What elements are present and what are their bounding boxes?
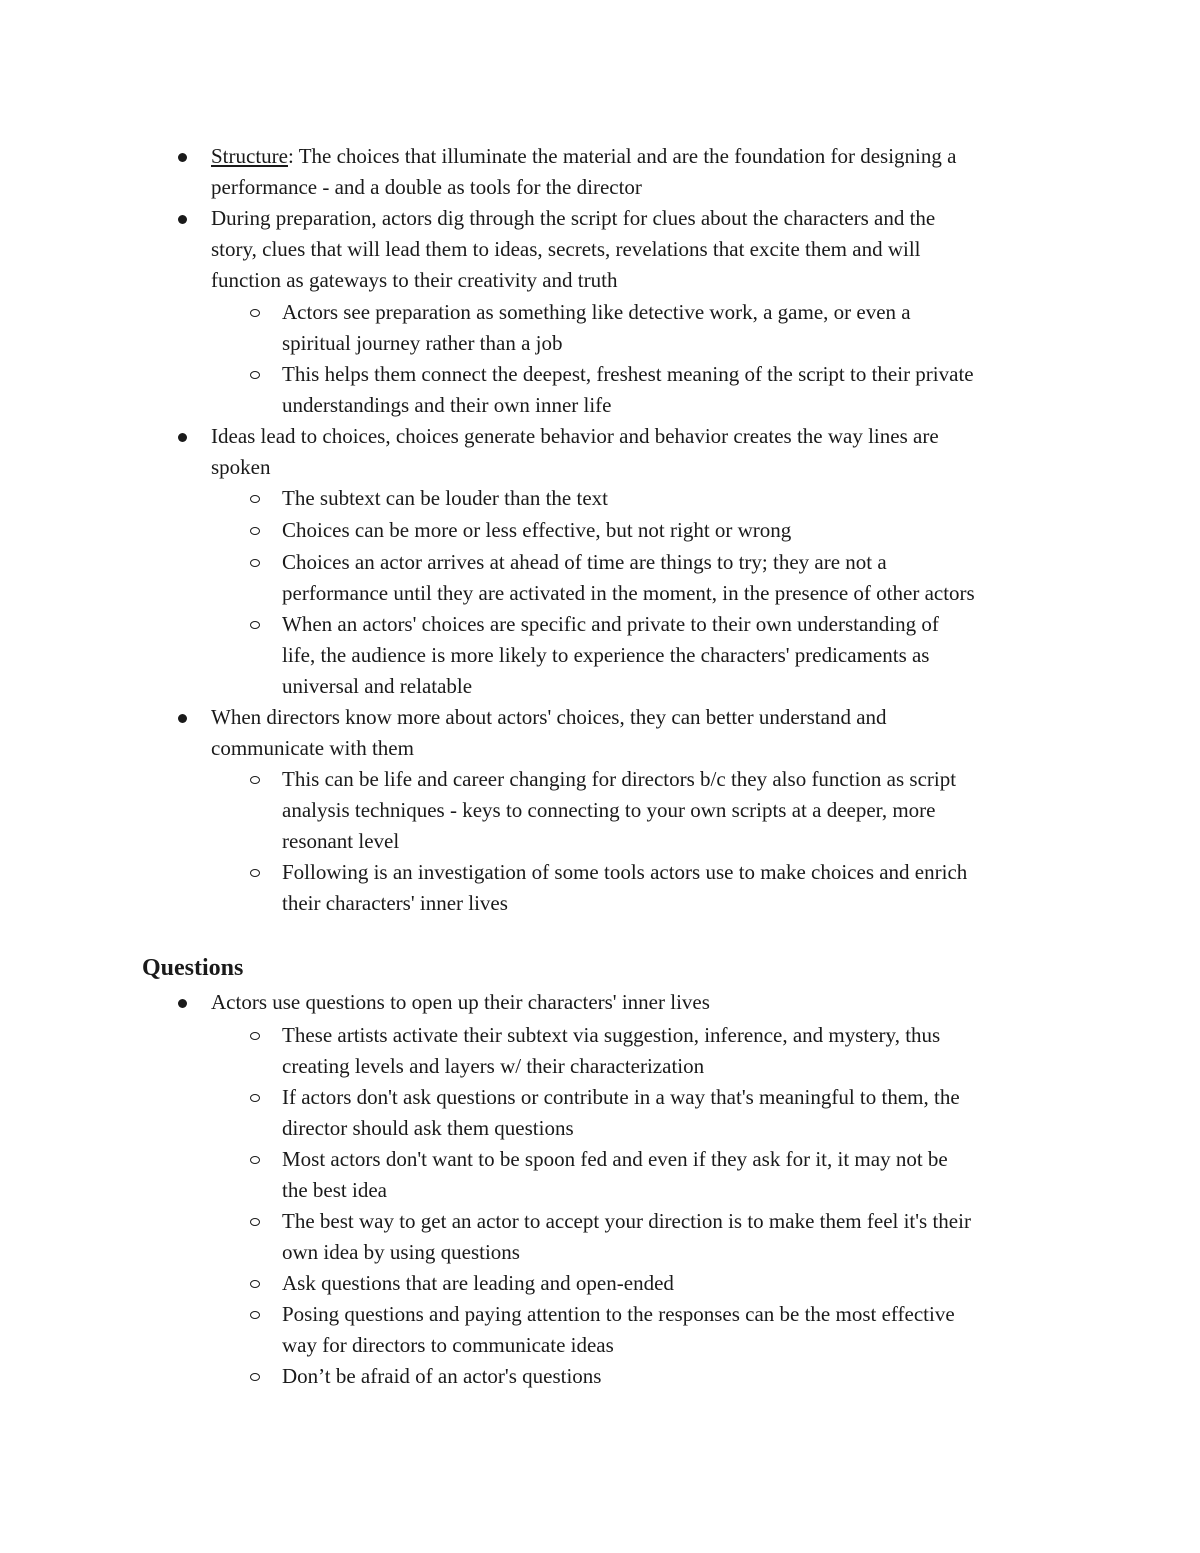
sub-item-line: way for directors to communicate ideas — [282, 1333, 614, 1357]
list-item-line: story, clues that will lead them to ideas, secrets, revelations that excite them and will — [211, 237, 921, 261]
sub-item-line: analysis techniques - keys to connecting to your own scripts at a deeper, more — [282, 798, 936, 822]
sub-item-line: Most actors don't want to be spoon fed and even if they ask for it, it may not be — [282, 1147, 948, 1171]
sub-item-line: director should ask them questions — [282, 1116, 574, 1140]
bullet-circle — [250, 527, 260, 535]
bullet-circle — [250, 1311, 260, 1319]
sub-item-line: spiritual journey rather than a job — [282, 331, 563, 355]
list-item-line: performance - and a double as tools for the director — [211, 175, 642, 199]
bullet-circle — [250, 1218, 260, 1226]
sub-item-line: life, the audience is more likely to experience the characters' predicaments as — [282, 643, 930, 667]
sub-item-line: the best idea — [282, 1178, 387, 1202]
sub-item-line: The subtext can be louder than the text — [282, 486, 608, 510]
text-run: : The choices that illuminate the material and are the foundation for designing a — [287, 144, 957, 168]
bullet-circle — [250, 371, 260, 379]
bullet-circle — [250, 1373, 260, 1381]
bullet-circle — [250, 869, 260, 877]
bullet-circle — [250, 1094, 260, 1102]
bullet-dot — [178, 153, 187, 162]
bullet-circle — [250, 1032, 260, 1040]
bullet-dot — [178, 714, 187, 723]
list-item-line: When directors know more about actors' choices, they can better understand and — [211, 705, 887, 729]
sub-item-line: Choices an actor arrives at ahead of time are things to try; they are not a — [282, 550, 887, 574]
sub-item-line: Choices can be more or less effective, but not right or wrong — [282, 518, 792, 542]
sub-item-line: performance until they are activated in the moment, in the presence of other actors — [282, 581, 975, 605]
list-item-line: During preparation, actors dig through the script for clues about the characters and the — [211, 206, 936, 230]
section-heading: Questions — [142, 955, 244, 981]
list-item-line: function as gateways to their creativity and truth — [211, 268, 618, 292]
sub-item-line: universal and relatable — [282, 674, 473, 698]
sub-item-line: Actors see preparation as something like detective work, a game, or even a — [282, 300, 911, 324]
structure-term: Structure — [211, 144, 288, 168]
list-item-line — [211, 141, 956, 172]
sub-item-line: Following is an investigation of some tools actors use to make choices and enrich — [282, 860, 968, 884]
bullet-dot — [178, 215, 187, 224]
sub-item-line: Don’t be afraid of an actor's questions — [282, 1364, 602, 1388]
sub-item-line: understandings and their own inner life — [282, 393, 612, 417]
sub-item-line: creating levels and layers w/ their characterization — [282, 1054, 705, 1078]
bullet-circle — [250, 776, 260, 784]
bullet-circle — [250, 559, 260, 567]
sub-item-line: This helps them connect the deepest, freshest meaning of the script to their private — [282, 362, 974, 386]
bullet-circle — [250, 1280, 260, 1288]
sub-item-line: The best way to get an actor to accept your direction is to make them feel it's their — [282, 1209, 971, 1233]
sub-item-line: their characters' inner lives — [282, 891, 508, 915]
sub-item-line: own idea by using questions — [282, 1240, 520, 1264]
bullet-circle — [250, 621, 260, 629]
bullet-circle — [250, 495, 260, 503]
bullet-circle — [250, 1156, 260, 1164]
sub-item-line: Ask questions that are leading and open-ended — [282, 1271, 674, 1295]
bullet-dot — [178, 433, 187, 442]
sub-item-line: resonant level — [282, 829, 400, 853]
bullet-dot — [178, 999, 187, 1008]
sub-item-line: These artists activate their subtext via suggestion, inference, and mystery, thus — [282, 1023, 941, 1047]
list-item-line: Ideas lead to choices, choices generate behavior and behavior creates the way lines are — [211, 424, 939, 448]
bullet-circle — [250, 309, 260, 317]
list-item-line: Actors use questions to open up their characters' inner lives — [211, 990, 710, 1014]
sub-item-line: If actors don't ask questions or contribute in a way that's meaningful to them, the — [282, 1085, 960, 1109]
sub-item-line: When an actors' choices are specific and private to their own understanding of — [282, 612, 939, 636]
sub-item-line: This can be life and career changing for directors b/c they also function as script — [282, 767, 957, 791]
list-item-line: communicate with them — [211, 736, 414, 760]
sub-item-line: Posing questions and paying attention to the responses can be the most effective — [282, 1302, 955, 1326]
list-item-line: spoken — [211, 455, 271, 479]
